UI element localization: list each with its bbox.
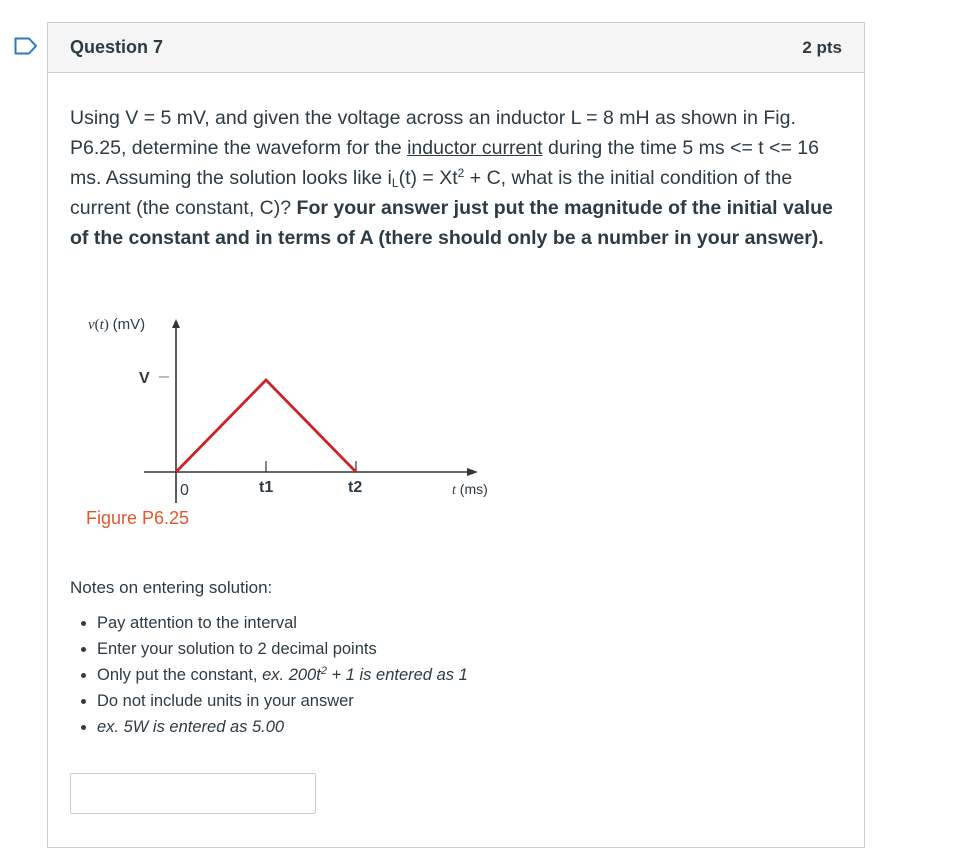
- answer-input[interactable]: [70, 773, 316, 814]
- x-axis-label: t (ms): [452, 481, 488, 498]
- question-points: 2 pts: [802, 37, 842, 57]
- t2-label: t2: [348, 479, 363, 496]
- y-axis-label: v(t) (mV): [88, 316, 146, 333]
- origin-label: 0: [180, 482, 189, 499]
- question-body: [48, 73, 864, 253]
- question-title: Question 7: [70, 37, 164, 57]
- figure-caption: Figure P6.25: [86, 508, 190, 528]
- notes-section: [70, 578, 468, 740]
- list-item: • Do not include units in your answer: [97, 688, 468, 714]
- list-item: • Pay attention to the interval: [97, 610, 468, 636]
- notes-title: Notes on entering solution:: [70, 578, 273, 597]
- list-item: • Enter your solution to 2 decimal points: [97, 636, 468, 662]
- v-label: V: [139, 370, 150, 387]
- bookmark-icon[interactable]: [14, 37, 38, 55]
- t1-label: t1: [259, 479, 274, 496]
- answer-instruction: For your answer just put the magnitude of the initial value of the constant and in terms of A (there should only be a number in your answer).: [70, 197, 833, 249]
- voltage-waveform: [176, 380, 356, 472]
- question-text: Using V = 5 mV, and given the voltage across an inductor L = 8 mH as shown in Fig. P6.25, determine the waveform for the inductor current during the time 5 ms <= t <= 16 ms. Assuming the solution looks like $i_L(t) = Xt^2 + C$, what is the initial condition of the current (the constant, C)? For your answer just put the magnitude of the initial value of the constant and in terms of A (there should only be a number in your answer).: [70, 107, 833, 249]
- list-item: • ex. 5W is entered as 5.00: [97, 714, 468, 740]
- notes-list: [70, 610, 468, 740]
- figure-p6-25: [82, 308, 512, 538]
- question-header: [48, 23, 864, 73]
- y-axis-arrow: [172, 319, 180, 328]
- x-axis-arrow: [467, 468, 478, 476]
- inductor-current-term: inductor current: [407, 137, 543, 159]
- list-item: • Only put the constant, ex. $200t^2 + 1$ is entered as 1: [97, 662, 468, 688]
